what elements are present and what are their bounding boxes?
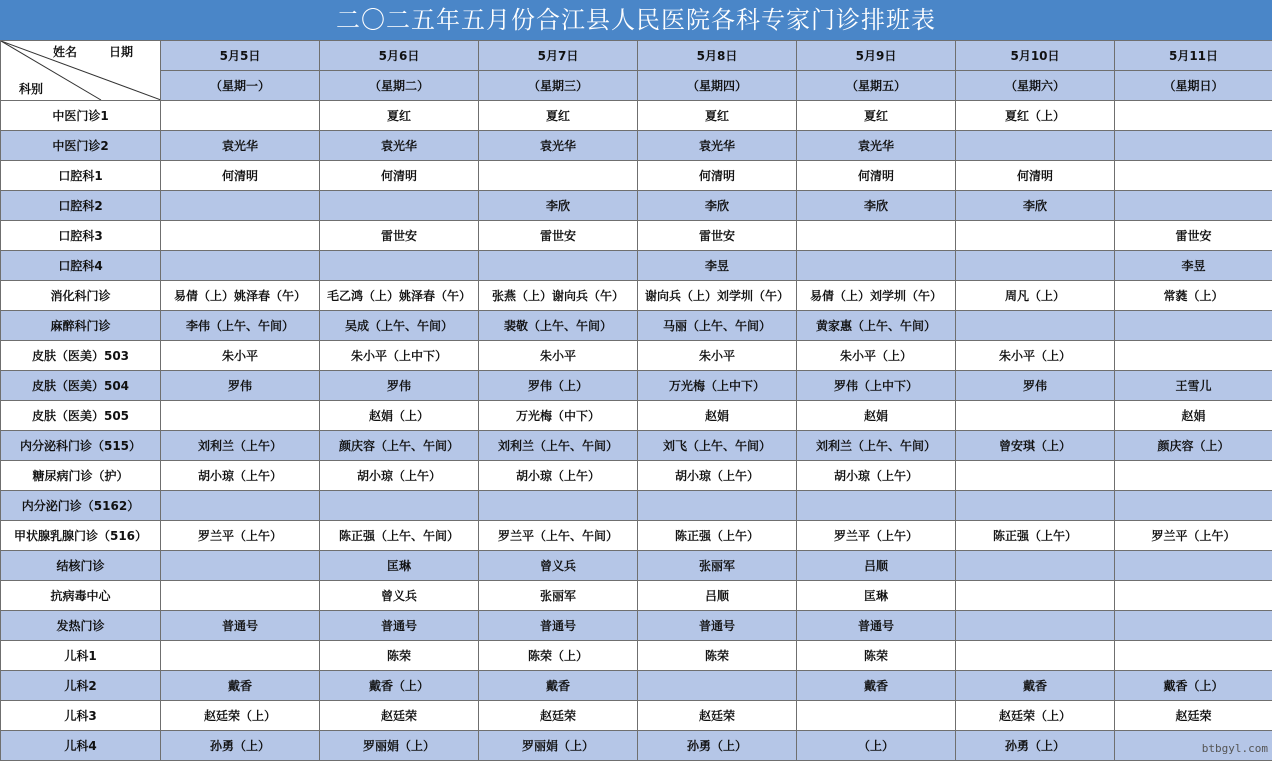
date-header-cell: 5月11日 (1115, 41, 1272, 71)
schedule-cell (797, 251, 956, 281)
schedule-cell: 夏红 (479, 101, 638, 131)
schedule-cell: 普通号 (638, 611, 797, 641)
schedule-cell: 谢向兵（上）刘学圳（午） (638, 281, 797, 311)
date-header-cell: 5月7日 (479, 41, 638, 71)
table-row (1, 581, 1272, 611)
dept-cell: 麻醉科门诊 (1, 311, 161, 341)
schedule-cell: 胡小琼（上午） (479, 461, 638, 491)
weekday-header-cell: （星期五） (797, 71, 956, 101)
table-row (1, 161, 1272, 191)
dept-cell: 儿科2 (1, 671, 161, 701)
schedule-cell: 袁光华 (320, 131, 479, 161)
schedule-cell: 李伟（上午、午间） (161, 311, 320, 341)
schedule-cell: 张丽军 (479, 581, 638, 611)
table-row (1, 461, 1272, 491)
schedule-cell (1115, 191, 1272, 221)
dept-cell: 糖尿病门诊（护） (1, 461, 161, 491)
dept-cell: 内分泌科门诊（515） (1, 431, 161, 461)
weekday-header-cell: （星期日） (1115, 71, 1272, 101)
schedule-cell: 何清明 (956, 161, 1115, 191)
schedule-cell (956, 581, 1115, 611)
schedule-cell (1115, 341, 1272, 371)
schedule-cell: 何清明 (638, 161, 797, 191)
schedule-cell (956, 461, 1115, 491)
schedule-cell: 颜庆容（上午、午间） (320, 431, 479, 461)
table-row (1, 311, 1272, 341)
table-row (1, 521, 1272, 551)
dept-cell: 甲状腺乳腺门诊（516） (1, 521, 161, 551)
schedule-cell: 周凡（上） (956, 281, 1115, 311)
schedule-cell (161, 641, 320, 671)
schedule-cell: 夏红 (320, 101, 479, 131)
corner-name-label: 姓名 (53, 45, 78, 59)
schedule-cell: 赵娟 (1115, 401, 1272, 431)
table-row (1, 491, 1272, 521)
schedule-cell (956, 611, 1115, 641)
schedule-cell (161, 401, 320, 431)
schedule-cell: 普通号 (320, 611, 479, 641)
schedule-cell: 罗伟 (956, 371, 1115, 401)
schedule-cell: 戴香 (479, 671, 638, 701)
table-row (1, 251, 1272, 281)
schedule-cell (161, 101, 320, 131)
dept-cell: 口腔科4 (1, 251, 161, 281)
schedule-cell: 曾义兵 (320, 581, 479, 611)
schedule-cell (956, 641, 1115, 671)
schedule-cell: 雷世安 (479, 221, 638, 251)
schedule-cell: 夏红 (638, 101, 797, 131)
table-row (1, 401, 1272, 431)
dept-cell: 发热门诊 (1, 611, 161, 641)
dept-cell: 儿科1 (1, 641, 161, 671)
schedule-cell: 普通号 (479, 611, 638, 641)
schedule-cell: 普通号 (797, 611, 956, 641)
schedule-cell: 赵娟 (638, 401, 797, 431)
schedule-cell: 常蕤（上） (1115, 281, 1272, 311)
schedule-cell: 雷世安 (1115, 221, 1272, 251)
schedule-cell: 何清明 (320, 161, 479, 191)
schedule-cell: 颜庆容（上） (1115, 431, 1272, 461)
schedule-cell (956, 311, 1115, 341)
schedule-cell: 罗伟（上） (479, 371, 638, 401)
schedule-cell: 朱小平 (638, 341, 797, 371)
schedule-cell (956, 131, 1115, 161)
schedule-cell: 罗伟 (320, 371, 479, 401)
schedule-cell (1115, 611, 1272, 641)
table-row (1, 551, 1272, 581)
schedule-cell: 罗兰平（上午） (1115, 521, 1272, 551)
schedule-cell: 易倩（上）刘学圳（午） (797, 281, 956, 311)
schedule-cell: 孙勇（上） (638, 731, 797, 761)
schedule-cell: 万光梅（中下） (479, 401, 638, 431)
schedule-cell (320, 191, 479, 221)
schedule-cell (797, 491, 956, 521)
schedule-cell: 朱小平 (161, 341, 320, 371)
schedule-cell (956, 491, 1115, 521)
schedule-cell: 裴敬（上午、午间） (479, 311, 638, 341)
date-header-cell: 5月10日 (956, 41, 1115, 71)
schedule-cell: 李欣 (479, 191, 638, 221)
schedule-cell: 陈荣 (797, 641, 956, 671)
schedule-cell: 罗兰平（上午、午间） (479, 521, 638, 551)
dept-cell: 皮肤（医美）503 (1, 341, 161, 371)
schedule-cell: 李欣 (638, 191, 797, 221)
dept-cell: 结核门诊 (1, 551, 161, 581)
schedule-cell: 曾安琪（上） (956, 431, 1115, 461)
schedule-cell: 李欣 (797, 191, 956, 221)
schedule-cell: 袁光华 (797, 131, 956, 161)
schedule-cell: 戴香 (956, 671, 1115, 701)
dept-cell: 儿科3 (1, 701, 161, 731)
table-row (1, 431, 1272, 461)
table-row (1, 611, 1272, 641)
schedule-cell (1115, 311, 1272, 341)
schedule-cell: 匡琳 (320, 551, 479, 581)
schedule-cell (1115, 491, 1272, 521)
schedule-cell (161, 551, 320, 581)
schedule-cell: 戴香（上） (320, 671, 479, 701)
schedule-cell: 马丽（上午、午间） (638, 311, 797, 341)
table-row (1, 731, 1272, 761)
watermark-text: btbgyl.com (1201, 742, 1268, 755)
schedule-cell: 刘飞（上午、午间） (638, 431, 797, 461)
schedule-cell (161, 221, 320, 251)
schedule-cell: 万光梅（上中下） (638, 371, 797, 401)
schedule-cell: 雷世安 (638, 221, 797, 251)
schedule-cell: 罗丽娟（上） (479, 731, 638, 761)
table-row (1, 101, 1272, 131)
schedule-cell: 陈荣（上） (479, 641, 638, 671)
schedule-cell: 朱小平（上中下） (320, 341, 479, 371)
schedule-cell: 黄家惠（上午、午间） (797, 311, 956, 341)
schedule-cell: 李欣 (956, 191, 1115, 221)
dept-cell: 中医门诊1 (1, 101, 161, 131)
schedule-cell: 陈正强（上午） (638, 521, 797, 551)
table-row (1, 191, 1272, 221)
schedule-cell: 戴香 (797, 671, 956, 701)
schedule-cell: 陈正强（上午、午间） (320, 521, 479, 551)
schedule-cell: 吴成（上午、午间） (320, 311, 479, 341)
schedule-cell (479, 491, 638, 521)
table-row (1, 131, 1272, 161)
schedule-cell: （上） (797, 731, 956, 761)
schedule-cell (956, 551, 1115, 581)
schedule-cell (797, 701, 956, 731)
date-header-cell: 5月9日 (797, 41, 956, 71)
schedule-cell (638, 491, 797, 521)
schedule-cell: 袁光华 (479, 131, 638, 161)
weekday-header-cell: （星期四） (638, 71, 797, 101)
table-row (1, 371, 1272, 401)
dept-cell: 口腔科2 (1, 191, 161, 221)
dept-cell: 口腔科1 (1, 161, 161, 191)
dept-cell: 皮肤（医美）505 (1, 401, 161, 431)
schedule-cell (956, 251, 1115, 281)
schedule-cell: 朱小平 (479, 341, 638, 371)
schedule-cell (956, 221, 1115, 251)
dept-cell: 内分泌门诊（5162） (1, 491, 161, 521)
schedule-cell: 罗兰平（上午） (161, 521, 320, 551)
schedule-cell: 赵廷荣 (638, 701, 797, 731)
schedule-cell (1115, 161, 1272, 191)
schedule-cell (1115, 101, 1272, 131)
corner-header-cell (1, 41, 161, 101)
schedule-table (0, 40, 1272, 761)
schedule-cell: 袁光华 (161, 131, 320, 161)
schedule-cell: 胡小琼（上午） (161, 461, 320, 491)
date-header-cell: 5月6日 (320, 41, 479, 71)
schedule-cell (161, 191, 320, 221)
schedule-cell: 刘利兰（上午） (161, 431, 320, 461)
schedule-cell (479, 251, 638, 281)
schedule-cell: 罗伟（上中下） (797, 371, 956, 401)
dept-cell: 口腔科3 (1, 221, 161, 251)
schedule-cell: 袁光华 (638, 131, 797, 161)
schedule-cell (1115, 641, 1272, 671)
schedule-cell: 罗丽娟（上） (320, 731, 479, 761)
schedule-title: 二〇二五年五月份合江县人民医院各科专家门诊排班表 (0, 0, 1272, 40)
dept-cell: 中医门诊2 (1, 131, 161, 161)
schedule-cell: 夏红 (797, 101, 956, 131)
schedule-cell: 戴香 (161, 671, 320, 701)
schedule-cell (956, 401, 1115, 431)
schedule-cell (161, 581, 320, 611)
schedule-cell: 吕顺 (638, 581, 797, 611)
schedule-cell: 陈正强（上午） (956, 521, 1115, 551)
schedule-cell: 吕顺 (797, 551, 956, 581)
table-row (1, 221, 1272, 251)
corner-date-label: 日期 (109, 45, 134, 59)
table-row (1, 641, 1272, 671)
schedule-cell (479, 161, 638, 191)
schedule-cell: 夏红（上） (956, 101, 1115, 131)
dept-cell: 抗病毒中心 (1, 581, 161, 611)
schedule-cell: 孙勇（上） (956, 731, 1115, 761)
schedule-cell: 胡小琼（上午） (638, 461, 797, 491)
weekday-header-cell: （星期三） (479, 71, 638, 101)
date-header-cell: 5月8日 (638, 41, 797, 71)
schedule-cell: 戴香（上） (1115, 671, 1272, 701)
table-row (1, 341, 1272, 371)
schedule-cell: 朱小平（上） (956, 341, 1115, 371)
dept-cell: 消化科门诊 (1, 281, 161, 311)
schedule-cell: 何清明 (161, 161, 320, 191)
schedule-cell: 赵廷荣 (479, 701, 638, 731)
date-header-row (1, 41, 1272, 71)
schedule-cell: 孙勇（上） (161, 731, 320, 761)
schedule-cell: 赵廷荣（上） (161, 701, 320, 731)
schedule-cell: 赵廷荣 (320, 701, 479, 731)
schedule-cell: 陈荣 (638, 641, 797, 671)
schedule-cell (1115, 131, 1272, 161)
schedule-cell (320, 251, 479, 281)
schedule-cell: 赵娟（上） (320, 401, 479, 431)
schedule-cell: 毛乙鸿（上）姚泽春（午） (320, 281, 479, 311)
schedule-cell: 何清明 (797, 161, 956, 191)
schedule-cell (638, 671, 797, 701)
schedule-cell: 刘利兰（上午、午间） (797, 431, 956, 461)
schedule-cell: 罗兰平（上午） (797, 521, 956, 551)
table-row (1, 671, 1272, 701)
weekday-header-row (1, 71, 1272, 101)
schedule-cell (797, 221, 956, 251)
schedule-cell: 李昱 (1115, 251, 1272, 281)
schedule-cell (1115, 551, 1272, 581)
corner-dept-label: 科别 (19, 82, 44, 96)
schedule-cell: 赵廷荣（上） (956, 701, 1115, 731)
schedule-cell: 易倩（上）姚泽春（午） (161, 281, 320, 311)
dept-cell: 儿科4 (1, 731, 161, 761)
date-header-cell: 5月5日 (161, 41, 320, 71)
table-row (1, 281, 1272, 311)
schedule-cell: 朱小平（上） (797, 341, 956, 371)
weekday-header-cell: （星期六） (956, 71, 1115, 101)
schedule-cell: 王雪儿 (1115, 371, 1272, 401)
table-row (1, 701, 1272, 731)
schedule-cell: 普通号 (161, 611, 320, 641)
schedule-cell: 陈荣 (320, 641, 479, 671)
schedule-cell (161, 251, 320, 281)
schedule-body (1, 41, 1272, 761)
schedule-cell: 曾义兵 (479, 551, 638, 581)
schedule-cell: 张丽军 (638, 551, 797, 581)
schedule-cell (161, 491, 320, 521)
schedule-cell: 张燕（上）谢向兵（午） (479, 281, 638, 311)
weekday-header-cell: （星期一） (161, 71, 320, 101)
schedule-cell: 胡小琼（上午） (797, 461, 956, 491)
weekday-header-cell: （星期二） (320, 71, 479, 101)
schedule-cell: 赵娟 (797, 401, 956, 431)
dept-cell: 皮肤（医美）504 (1, 371, 161, 401)
schedule-cell: 赵廷荣 (1115, 701, 1272, 731)
schedule-cell: 李昱 (638, 251, 797, 281)
schedule-cell (320, 491, 479, 521)
schedule-cell: 胡小琼（上午） (320, 461, 479, 491)
schedule-cell: 雷世安 (320, 221, 479, 251)
schedule-cell (1115, 461, 1272, 491)
schedule-cell: 匡琳 (797, 581, 956, 611)
schedule-cell: 罗伟 (161, 371, 320, 401)
schedule-cell (1115, 581, 1272, 611)
schedule-cell: 刘利兰（上午、午间） (479, 431, 638, 461)
